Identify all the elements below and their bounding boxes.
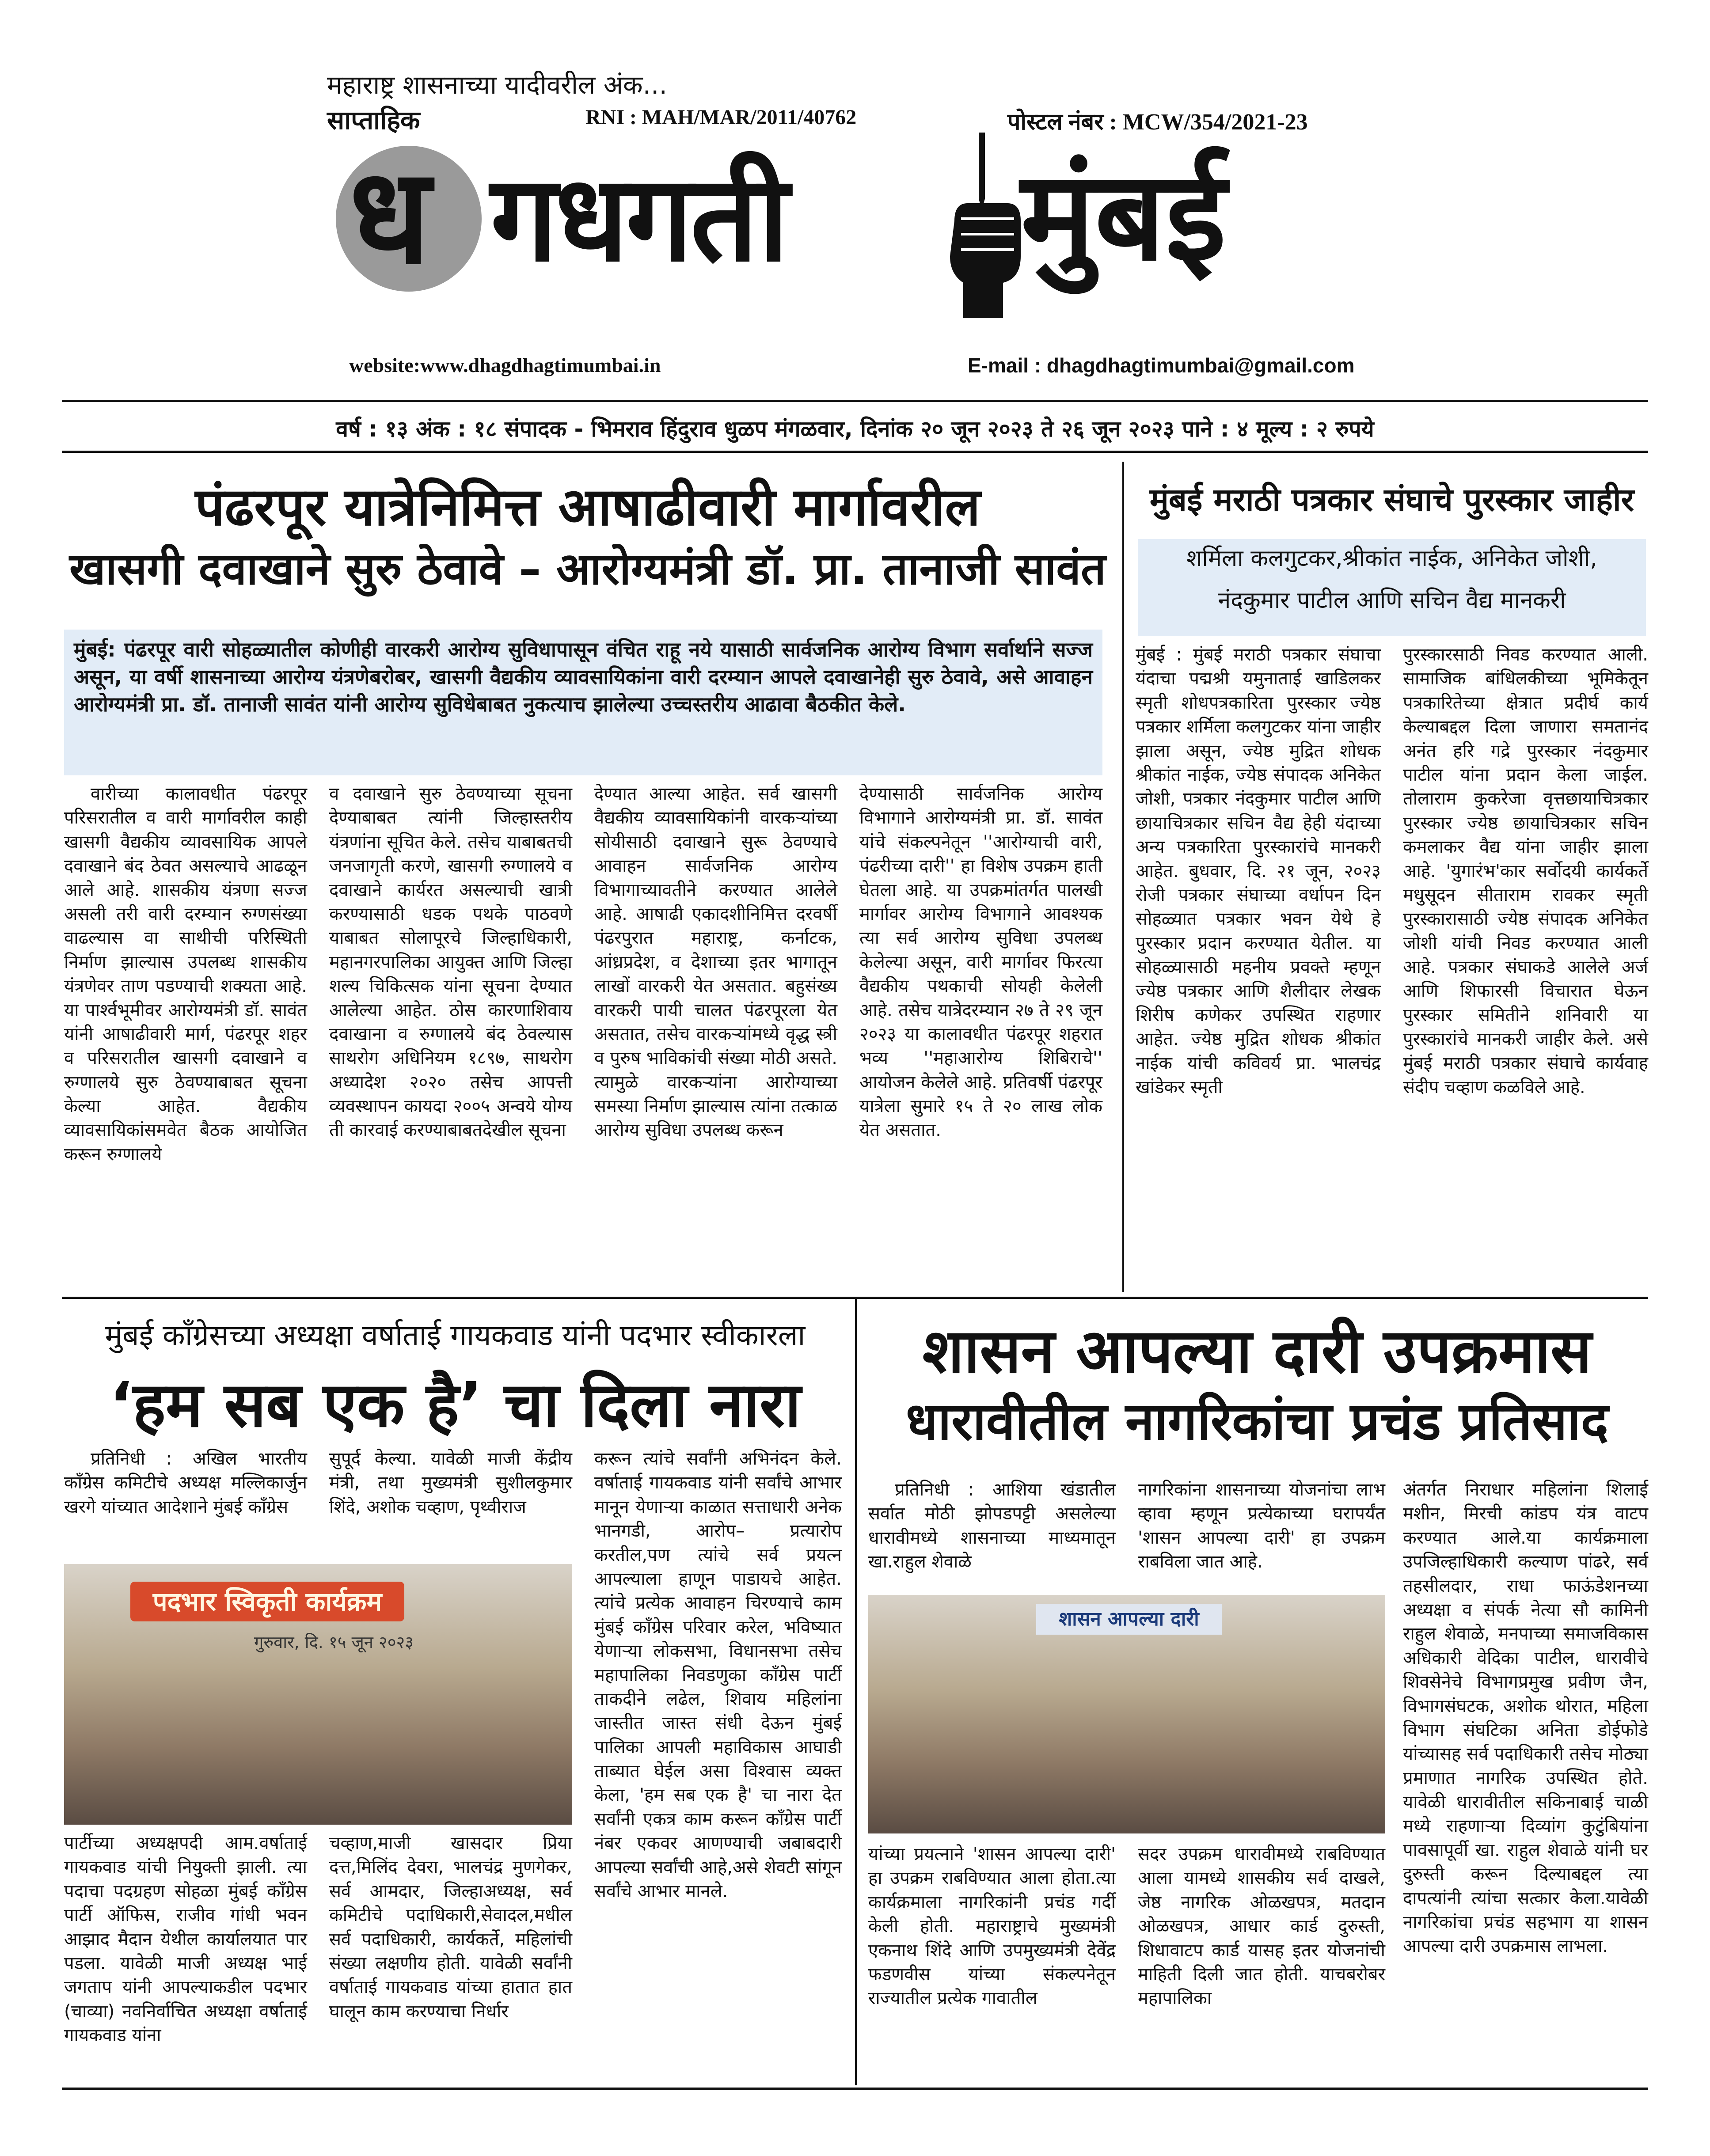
article3-column — [594, 1447, 842, 1903]
article3-column — [64, 1447, 307, 1519]
article4-col1-bottom: यांच्या प्रयत्नाने 'शासन आपल्या दारी' हा उपक्रम राबविण्यात आला होता.त्या कार्यक्रमाला नागरिकांनी प्रचंड गर्दी केली होती. महाराष्ट्राचे मुख्यमंत्री एकनाथ शिंदे आणि उपमुख्यमंत्री देवेंद्र फडणवीस यांच्या संकल्पनेतून राज्यातील प्रत्येक गावातील — [868, 1844, 1116, 2009]
article4-column — [1403, 1478, 1648, 1959]
article3-col1-top: प्रतिनिधी : अखिल भारतीय काँग्रेस कमिटीचे अध्यक्ष मल्लिकार्जुन खरगे यांच्यात आदेशाने मुंबई काँग्रेस — [64, 1449, 307, 1517]
article3-column — [329, 1831, 572, 2023]
article1-column — [859, 782, 1102, 1143]
dateline: वर्ष : १३ अंक : १८ संपादक - भिमराव हिंदुराव धुळप मंगळवार, दिनांक २० जून २०२३ ते २६ जून २०२३ पाने : ४ मूल्य : २ रुपये — [336, 416, 1374, 442]
divider — [62, 400, 1648, 402]
article2-subtitle-line1: शर्मिला कलगुटकर,श्रीकांत नाईक, अनिकेत जोशी, — [1186, 545, 1597, 572]
logo-title-part1: गधगती — [490, 149, 787, 288]
logo-title-part2: मुंबई — [1021, 144, 1226, 288]
article3-column — [329, 1447, 572, 1519]
article2-col1-text: मुंबई : मुंबई मराठी पत्रकार संघाचा यंदाचा पद्मश्री यमुनाताई खाडिलकर स्मृती शोधपत्रकारिता पुरस्कार ज्येष्ठ पत्रकार शर्मिला कलगुटकर यांना जाहीर झाला असून, ज्येष्ठ मुद्रित शोधक श्रीकांत नाईक, ज्येष्ठ संपादक अनिकेत जोशी, पत्रकार नंदकुमार पाटील आणि छायाचित्रकार सचिन वैद्य हेही यंदाच्या अन्य पत्रकारिता पुरस्कारांचे मानकरी आहेत. बुधवार, दि. २१ जून, २०२३ रोजी पत्रकार संघाच्या वर्धापन दिन सोहळ्यात पत्रकार भवन येथे हे पुरस्कार प्रदान करण्यात येतील. या सोहळ्यासाठी महनीय प्रवक्ते म्हणून ज्येष्ठ पत्रकार आणि शैलीदार लेखक शिरीष कणेकर उपस्थित राहणार आहेत. ज्येष्ठ मुद्रित शोधक श्रीकांत नाईक यांची कविवर्य प्रा. भालचंद्र खांडेकर स्मृती — [1136, 645, 1381, 1098]
article2-subtitle-line2: नंदकुमार पाटील आणि सचिन वैद्य मानकरी — [1218, 587, 1566, 614]
masthead-weekly: साप्ताहिक — [327, 105, 420, 135]
article4-photo — [868, 1595, 1385, 1833]
divider — [62, 451, 1648, 453]
raised-fist-with-pen-icon — [937, 133, 1025, 318]
article1-title-line1: पंढरपूर यात्रेनिमित्त आषाढीवारी मार्गावरील — [195, 476, 980, 537]
article4-col2-bottom: सदर उपक्रम धारावीमध्ये राबविण्यात आला यामध्ये शासकीय सर्व दाखले, जेष्ठ नागरिक ओळखपत्र, मतदान ओळखपत्र, आधार कार्ड दुरुस्ती, शिधावाटप कार्ड यासह इतर योजनांची माहिती दिली जात होती. याचबरोबर महापालिका — [1138, 1844, 1385, 2009]
article1-col2-text: व दवाखाने सुरु ठेवण्याच्या सूचना देण्याबाबत त्यांनी जिल्हास्तरीय यंत्रणांना सूचित केले. तसेच याबाबतची जनजागृती करणे, खासगी रुग्णालये व दवाखाने कार्यरत असल्याची खात्री करण्यासाठी धडक पथके पाठवणे याबाबत सोलापूरचे जिल्हाधिकारी, महानगरपालिका आयुक्त आणि जिल्हा शल्य चिकित्सक यांना सूचना देण्यात आलेल्या आहेत. ठोस कारणाशिवाय दवाखाना व रुग्णालये बंद ठेवल्यास साथरोग अधिनियम १८९७, साथरोग अध्यादेश २०२० तसेच आपत्ती व्यवस्थापन कायदा २००५ अन्वये योग्य ती कारवाई करण्याबाबतदेखील सूचना — [329, 784, 572, 1141]
masthead-email: E-mail : dhagdhagtimumbai@gmail.com — [968, 354, 1355, 377]
article4-title-line2: धारावीतील नागरिकांचा प्रचंड प्रतिसाद — [905, 1391, 1609, 1452]
article1-column — [329, 782, 572, 1143]
article3-photo — [64, 1564, 572, 1825]
article2-column — [1136, 643, 1381, 1099]
column-divider — [1122, 462, 1124, 1292]
article4-col3-text: अंतर्गत निराधार महिलांना शिलाई मशीन, मिरची कांडप यंत्र वाटप करण्यात आले.या कार्यक्रमाला उपजिल्हाधिकारी कल्याण पांढरे, सर्व तहसीलदार, राधा फाऊंडेशनच्या अध्यक्षा व संपर्क नेत्या सौ कामिनी राहुल शेवाळे, मनपाच्या समाजविकास अधिकारी वेदिका पाटील, धारावीचे शिवसेनेचे विभागप्रमुख प्रवीण जैन, विभागसंघटक, अशोक थोरात, महिला विभाग संघटिका अनिता डोईफोडे यांच्यासह सर्व पदाधिकारी तसेच मोठ्या प्रमाणात नागरिक उपस्थित होते. यावेळी धारावीतील सकिनाबाई चाळी मध्ये राहणाऱ्या दिव्यांग कुटुंबियांना पावसापूर्वी खा. राहुल शेवाळे यांनी घर दुरुस्ती करून दिल्याबद्दल त्या दापत्यांनी त्यांचा सत्कार केला.यावेळी नागरिकांचा प्रचंड सहभाग या शासन आपल्या दारी उपक्रमास लाभला. — [1403, 1480, 1648, 1957]
article3-kicker: मुंबई काँग्रेसच्या अध्यक्षा वर्षाताई गायकवाड यांनी पदभार स्वीकारला — [105, 1318, 806, 1352]
article2-title: मुंबई मराठी पत्रकार संघाचे पुरस्कार जाहीर — [1149, 481, 1634, 518]
article1-col4-text: देण्यासाठी सार्वजनिक आरोग्य विभागाने आरोग्यमंत्री प्रा. डॉ. सावंत यांचे संकल्पनेतून ''आरोग्याची वारी, पंढरीच्या दारी'' हा विशेष उपक्रम हाती घेतला आहे. या उपक्रमांतर्गत पालखी मार्गावर आरोग्य विभागाने आवश्यक त्या सर्व आरोग्य सुविधा उपलब्ध केलेल्या असून, वारी मार्गावर फिरत्या वैद्यकीय पथकाची सोयही केलेली आहे. तसेच यात्रेदरम्यान २७ ते २९ जून २०२३ या कालावधीत पंढरपूर शहरात भव्य ''महाआरोग्य शिबिराचे'' आयोजन केलेले आहे. प्रतिवर्षी पंढरपूर यात्रेला सुमारे १५ ते २० लाख लोक येत असतात. — [859, 784, 1102, 1141]
photo-date: गुरुवार, दि. १५ जून २०२३ — [254, 1632, 414, 1652]
article4-column — [1138, 1478, 1385, 1574]
article3-title: ‘हम सब एक है’ चा दिला नारा — [109, 1369, 801, 1441]
article2-col2-text: पुरस्कारसाठी निवड करण्यात आली. सामाजिक बांधिलकीच्या भूमिकेतून पत्रकारितेच्या क्षेत्रात प्रदीर्घ कार्य केल्याबद्दल दिला जाणारा समतानंद अनंत हरि गद्रे पुरस्कार नंदकुमार पाटील यांना प्रदान केला जाईल. तोलाराम कुकरेजा वृत्तछायाचित्रकार पुरस्कार ज्येष्ठ छायाचित्रकार सचिन कमलाकर वैद्य यांना जाहीर झाला आहे. 'युगारंभ'कार सर्वोदयी कार्यकर्ते मधुसूदन सीताराम रावकर स्मृती पुरस्कारासाठी ज्येष्ठ संपादक अनिकेत जोशी यांची निवड करण्यात आली आहे. पत्रकार संघाकडे आलेले अर्ज आणि शिफारसी विचारात घेऊन पुरस्कार समितीने शनिवारी या पुरस्कारांचे मानकरी जाहीर केले. असे मुंबई मराठी पत्रकार संघाचे कार्यवाह संदीप चव्हाण कळविले आहे. — [1403, 645, 1648, 1098]
article4-col1-top: प्रतिनिधी : आशिया खंडातील सर्वात मोठी झोपडपट्टी असलेल्या धारावीमध्ये शासनाच्या माध्यमातून खा.राहुल शेवाळे — [868, 1480, 1116, 1572]
article1-col1-text: वारीच्या कालावधीत पंढरपूर परिसरातील व वारी मार्गावरील काही खासगी वैद्यकीय व्यावसायिक आपले दवाखाने बंद ठेवत असल्याचे आढळून आले आहे. शासकीय यंत्रणा सज्ज असली तरी वारी दरम्यान रुग्णसंख्या वाढल्यास वा साथीची परिस्थिती निर्माण झाल्यास उपलब्ध शासकीय यंत्रणेवर ताण पडण्याची शक्यता आहे. या पार्श्वभूमीवर आरोग्यमंत्री डॉ. सावंत यांनी आषाढीवारी मार्ग, पंढरपूर शहर व परिसरातील खासगी दवाखाने व रुग्णालये सुरु ठेवण्याबाबत सूचना केल्या आहेत. वैद्यकीय व्यावसायिकांसमवेत बैठक आयोजित करून रुग्णालये — [64, 784, 307, 1165]
masthead-rni: RNI : MAH/MAR/2011/40762 — [585, 106, 857, 129]
article4-column — [868, 1842, 1116, 2011]
article1-column — [64, 782, 307, 1166]
article4-col2-top: नागरिकांना शासनाच्या योजनांचा लाभ व्हावा म्हणून प्रत्येकाच्या घरापर्यंत 'शासन आपल्या दारी' हा उपक्रम राबविला जात आहे. — [1138, 1480, 1385, 1572]
article1-lead: मुंबई: पंढरपूर वारी सोहळ्यातील कोणीही वारकरी आरोग्य सुविधापासून वंचित राहू नये यासाठी सार्वजनिक आरोग्य विभाग सर्वार्थाने सज्ज असून, या वर्षी शासनाच्या आरोग्य यंत्रणेबरोबर, खासगी वैद्यकीय व्यावसायिकांना वारी दरम्यान आपले दवाखानेही सुरु ठेवावे, असे आवाहन आरोग्यमंत्री प्रा. डॉ. तानाजी सावंत यांनी आरोग्य सुविधेबाबत नुकत्याच झालेल्या उच्चस्तरीय आढावा बैठकीत केले. — [64, 630, 1102, 775]
photo-banner: शासन आपल्या दारी — [1036, 1604, 1222, 1635]
article1-col3-text: देण्यात आल्या आहेत. सर्व खासगी वैद्यकीय व्यावसायिकांनी वारकऱ्यांच्या सोयीसाठी दवाखाने सुरू ठेवण्याचे आवाहन सार्वजनिक आरोग्य विभागाच्यावतीने करण्यात आलेले आहे. आषाढी एकादशीनिमित्त दरवर्षी पंढरपुरात महाराष्ट्र, कर्नाटक, आंध्रप्रदेश, व देशाच्या इतर भागातून लाखों वारकरी येत असतात. बहुसंख्य वारकरी पायी चालत पंढरपूरला येत असतात, तसेच वारकऱ्यांमध्ये वृद्ध स्त्री व पुरुष भाविकांची संख्या मोठी असते. त्यामुळे वारकऱ्यांना आरोग्याच्या समस्या निर्माण झाल्यास त्यांना तत्काळ आरोग्य सुविधा उपलब्ध करून — [594, 784, 837, 1141]
masthead-website: website:www.dhagdhagtimumbai.in — [349, 354, 661, 376]
article3-col2-top: सुपूर्द केल्या. यावेळी माजी केंद्रीय मंत्री, तथा मुख्यमंत्री सुशीलकुमार शिंदे, अशोक चव्हाण, पृथ्वीराज — [329, 1449, 572, 1517]
article1-column — [594, 782, 837, 1143]
article4-title-line1: शासन आपल्या दारी उपक्रमास — [922, 1316, 1592, 1387]
article4-column — [868, 1478, 1116, 1574]
logo-letter: ध — [349, 139, 431, 293]
article1-title-line2: खासगी दवाखाने सुरु ठेवावे – आरोग्यमंत्री डॉ. प्रा. तानाजी सावंत — [69, 543, 1106, 595]
masthead-top-note: महाराष्ट्र शासनाच्या यादीवरील अंक... — [327, 70, 667, 100]
column-divider — [855, 1299, 857, 2085]
article3-col3-text: करून त्यांचे सर्वांनी अभिनंदन केले. वर्षाताई गायकवाड यांनी सर्वांचे आभार मानून येणाऱ्या काळात सत्ताधारी अनेक भानगडी, आरोप– प्रत्यारोप करतील,पण त्यांचे सर्व प्रयत्न आपल्याला हाणून पाडायचे आहेत. त्यांचे प्रत्येक आवाहन चिरण्याचे काम मुंबई काँग्रेस परिवार करेल, भविष्यात येणाऱ्या लोकसभा, विधानसभा तसेच महापालिका निवडणुका काँग्रेस पार्टी ताकदीने लढेल, शिवाय महिलांना जास्तीत जास्त संधी देऊन मुंबई पालिका आपली महाविकास आघाडी ताब्यात घेईल असा विश्वास व्यक्त केला, 'हम सब एक है' चा नारा देत सर्वांनी एकत्र काम करून काँग्रेस पार्टी नंबर एकवर आणण्याची जबाबदारी आपल्या सर्वांची आहे,असे शेवटी सांगून सर्वांचे आभार मानले. — [594, 1449, 842, 1902]
article3-col1-bottom: पार्टीच्या अध्यक्षपदी आम.वर्षाताई गायकवाड यांची नियुक्ती झाली. त्या पदाचा पदग्रहण सोहळा मुंबई काँग्रेस पार्टी ऑफिस, राजीव गांधी भवन आझाद मैदान येथील कार्यालयात पार पडला. यावेळी माजी अध्यक्ष भाई जगताप यांनी आपल्याकडील पदभार (चाव्या) नवनिर्वाचित अध्यक्षा वर्षाताई गायकवाड यांना — [64, 1833, 307, 2046]
article4-column — [1138, 1842, 1385, 2011]
masthead-postal: पोस्टल नंबर : MCW/354/2021-23 — [1007, 110, 1308, 135]
article3-column — [64, 1831, 307, 2048]
article3-col2-bottom: चव्हाण,माजी खासदार प्रिया दत्त,मिलिंद देवरा, भालचंद्र मुणगेकर, सर्व आमदार, जिल्हाअध्यक्ष, सर्व कमिटीचे पदाधिकारी,सेवादल,मधील सर्व पदाधिकारी, कार्यकर्ते, महिलांची संख्या लक्षणीय होती. यावेळी सर्वांनी वर्षाताई गायकवाड यांच्या हातात हात घालून काम करण्याचा निर्धार — [329, 1833, 572, 2022]
photo-banner: पदभार स्विकृती कार्यक्रम — [130, 1582, 404, 1621]
article2-column — [1403, 643, 1648, 1099]
divider — [62, 2088, 1648, 2090]
